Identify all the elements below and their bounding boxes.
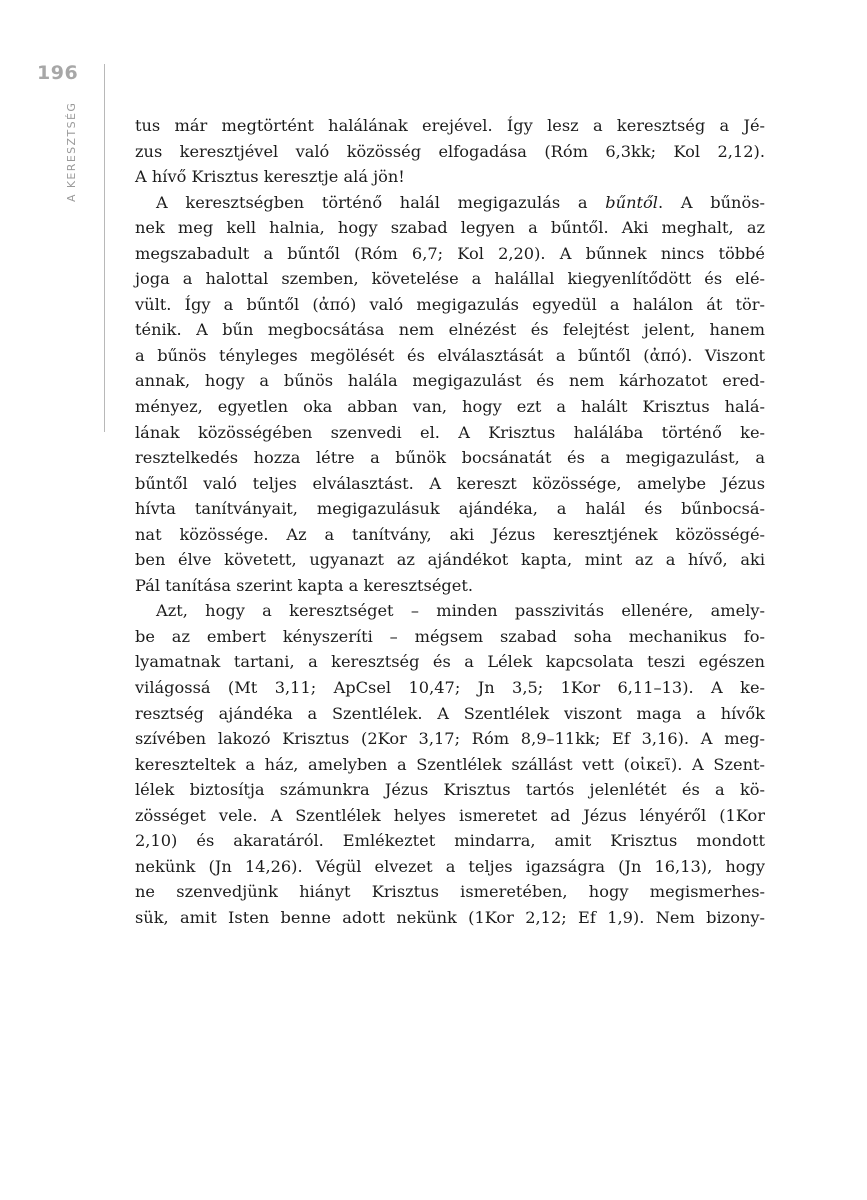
- text-line: megszabadult a bűntől (Róm 6,7; Kol 2,20). A bűnnek nincs többé: [135, 243, 765, 263]
- text-line: ben élve követett, ugyanazt az ajándékot kapta, mint az a hívő, aki: [135, 550, 765, 570]
- text-line: zus keresztjével való közösség elfogadása (Róm 6,3kk; Kol 2,12).: [135, 141, 765, 161]
- text-line: be az embert kényszeríti – mégsem szabad soha mechanikus fo-: [135, 626, 765, 646]
- text-line: bűntől való teljes elválasztást. A kereszt közössége, amelybe Jézus: [135, 473, 765, 493]
- running-head: A KERESZTSÉG: [65, 101, 78, 202]
- text-line: Azt, hogy a keresztséget – minden passzivitás ellenére, amely-: [156, 601, 765, 621]
- text-line: resztség ajándéka a Szentlélek. A Szentlélek viszont maga a hívők: [135, 703, 765, 723]
- text-line: zösséget vele. A Szentlélek helyes ismeretet ad Jézus lényéről (1Kor: [135, 805, 765, 825]
- text-line: nekünk (Jn 14,26). Végül elvezet a teljes igazságra (Jn 16,13), hogy: [135, 856, 765, 876]
- text-line: Pál tanítása szerint kapta a keresztséget.: [135, 575, 474, 595]
- text-line: hívta tanítványait, megigazulásuk ajándéka, a halál és bűnbocsá-: [135, 499, 765, 519]
- text-line: vült. Így a bűntől (ἀπό) való megigazulás egyedül a halálon át tör-: [135, 294, 765, 314]
- body-text: [135, 113, 765, 931]
- text-line: annak, hogy a bűnös halála megigazulást és nem kárhozatot ered-: [135, 371, 765, 391]
- page-number: 196: [37, 62, 79, 84]
- text-line: ményez, egyetlen oka abban van, hogy ezt a halált Krisztus halá-: [135, 397, 765, 417]
- text-line: ténik. A bűn megbocsátása nem elnézést és felejtést jelent, hanem: [135, 320, 765, 340]
- text-line: a bűnös tényleges megölését és elválasztását a bűntől (ἀπό). Viszont: [135, 345, 765, 365]
- text-line: tus már megtörtént halálának erejével. Így lesz a keresztség a Jé-: [135, 116, 765, 135]
- text-line: világossá (Mt 3,11; ApCsel 10,47; Jn 3,5; 1Kor 6,11–13). A ke-: [135, 678, 765, 698]
- text-line: lyamatnak tartani, a keresztség és a Lélek kapcsolata teszi egészen: [135, 652, 765, 672]
- text-line: szívében lakozó Krisztus (2Kor 3,17; Róm 8,9–11kk; Ef 3,16). A meg-: [135, 729, 765, 749]
- text-line: A hívő Krisztus keresztje alá jön!: [135, 167, 405, 187]
- emphasis: bűntől: [605, 192, 658, 212]
- text-line: sük, amit Isten benne adott nekünk (1Kor 2,12; Ef 1,9). Nem bizony-: [135, 907, 765, 927]
- text-line: A keresztségben történő halál megigazulás a bűntől. A bűnös-: [156, 192, 765, 212]
- text-line: lélek biztosítja számunkra Jézus Krisztus tartós jelenlétét és a kö-: [135, 780, 765, 800]
- text-line: lának közösségében szenvedi el. A Krisztus halálába történő ke-: [135, 422, 765, 442]
- text-line: 2,10) és akaratáról. Emlékeztet mindarra, amit Krisztus mondott: [135, 831, 765, 851]
- text-line: resztelkedés hozza létre a bűnök bocsánatát és a megigazulást, a: [135, 448, 765, 468]
- text-line: nat közössége. Az a tanítvány, aki Jézus keresztjének közösségé-: [135, 524, 765, 544]
- text-line: ne szenvedjünk hiányt Krisztus ismeretében, hogy megismerhes-: [135, 882, 765, 902]
- text-line: nek meg kell halnia, hogy szabad legyen a bűntől. Aki meghalt, az: [135, 218, 765, 238]
- margin-rule: [104, 64, 105, 432]
- text-line: kereszteltek a ház, amelyben a Szentlélek szállást vett (οἰκεῖ). A Szent-: [135, 754, 765, 774]
- text-line: joga a halottal szemben, követelése a halállal kiegyenlítődött és elé-: [135, 269, 765, 289]
